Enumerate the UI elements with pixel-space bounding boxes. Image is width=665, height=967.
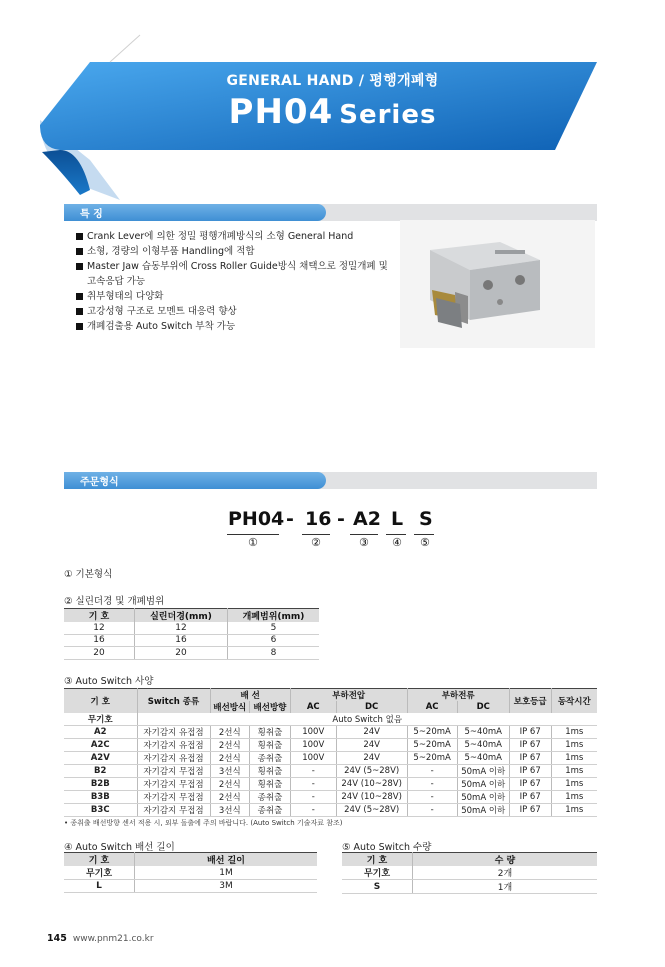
- table-cell: 자기감지 무접점: [137, 765, 210, 778]
- table-cell: 100V: [290, 739, 336, 752]
- table-row: [64, 866, 317, 880]
- table-cell: 1ms: [551, 778, 597, 791]
- col-header: 배선방향: [250, 701, 291, 713]
- feature-item: 고강성형 구조로 모멘트 대응력 향상: [76, 304, 396, 319]
- cable-length-table: [64, 852, 317, 893]
- table-cell: 50mA 이하: [457, 778, 509, 791]
- code-underline: [227, 534, 279, 535]
- table-cell: 24V: [336, 739, 407, 752]
- table-cell: -: [290, 765, 336, 778]
- table-cell: -: [407, 778, 457, 791]
- table-cell: 100V: [290, 752, 336, 765]
- order-section-title: 주문형식: [80, 477, 119, 488]
- table-cell: 1ms: [551, 726, 597, 739]
- spec4-label: ④ Auto Switch 배선 길이: [64, 842, 175, 853]
- table-cell: 2선식: [210, 791, 250, 804]
- table-cell: 5~20mA: [407, 726, 457, 739]
- table-cell: Auto Switch 없음: [137, 713, 597, 726]
- table-cell: A2C: [64, 739, 137, 752]
- table-cell: B2B: [64, 778, 137, 791]
- page-number: 145: [47, 933, 67, 944]
- table-cell: L: [64, 880, 135, 893]
- table-cell: -: [290, 791, 336, 804]
- table-cell: 8: [228, 647, 320, 660]
- col-header: 배 선: [210, 689, 290, 702]
- table-cell: 1ms: [551, 739, 597, 752]
- col-header: AC: [290, 701, 336, 713]
- table-cell: 1개: [413, 880, 598, 894]
- switch-qty-table: [342, 852, 597, 894]
- table-cell: A2: [64, 726, 137, 739]
- table-row: [64, 765, 597, 778]
- table-cell: 2선식: [210, 739, 250, 752]
- col-header: DC: [457, 701, 509, 713]
- auto-switch-table: [64, 688, 597, 817]
- auto-switch-note: • 종취출 배선방향 센서 적용 시, 외부 돌출에 주의 바랍니다. (Auto Switch 기술자료 참조): [64, 819, 343, 827]
- code-marker: ③: [359, 536, 369, 549]
- table-cell: 1M: [135, 866, 318, 880]
- code-marker: ⑤: [420, 536, 430, 549]
- table-cell: 종취출: [250, 804, 291, 817]
- table-cell: 3선식: [210, 765, 250, 778]
- code-part-series: PH04: [228, 508, 285, 530]
- table-cell: IP 67: [509, 765, 551, 778]
- table-row: [64, 634, 319, 647]
- table-row: [64, 804, 597, 817]
- table-cell: 16: [64, 634, 135, 647]
- code-dash: -: [286, 508, 294, 530]
- page-title: [0, 92, 665, 132]
- table-cell: 24V (10~28V): [336, 791, 407, 804]
- bore-table-header: 기 호: [64, 609, 135, 623]
- table-cell: 5~20mA: [407, 739, 457, 752]
- table-cell: B2: [64, 765, 137, 778]
- code-part-bore: 16: [305, 508, 332, 530]
- series-suffix: Series: [339, 100, 437, 130]
- code-marker: ①: [248, 536, 258, 549]
- table-row: [342, 866, 597, 880]
- table-cell: 자기감지 무접점: [137, 791, 210, 804]
- table-row: [64, 791, 597, 804]
- table-cell: 자기감지 유접점: [137, 739, 210, 752]
- table-cell: 3M: [135, 880, 318, 893]
- bore-table-header: 실린더경(mm): [135, 609, 228, 623]
- col-header: 기 호: [342, 853, 413, 867]
- feature-item: 취부형태의 다양화: [76, 289, 396, 304]
- code-underline: [386, 534, 406, 535]
- table-row: [342, 880, 597, 894]
- feature-item: Master Jaw 습동부위에 Cross Roller Guide방식 채택으로 정밀개폐 및 고속응답 가능: [76, 259, 396, 289]
- table-cell: IP 67: [509, 791, 551, 804]
- table-cell: IP 67: [509, 739, 551, 752]
- code-underline: [302, 534, 330, 535]
- code-part-switch: A2: [353, 508, 381, 530]
- table-row: [64, 622, 319, 634]
- spec1-label: ① 기본형식: [64, 569, 113, 580]
- table-cell: IP 67: [509, 804, 551, 817]
- table-cell: 자기감지 유접점: [137, 726, 210, 739]
- code-part-qty: S: [419, 508, 433, 530]
- table-cell: 자기감지 무접점: [137, 778, 210, 791]
- table-row: [64, 739, 597, 752]
- feature-item: Crank Lever에 의한 정밀 평행개폐방식의 소형 General Hand: [76, 229, 396, 244]
- table-cell: -: [407, 804, 457, 817]
- table-cell: 무기호: [64, 866, 135, 880]
- table-row: [64, 880, 317, 893]
- series-code: PH04: [228, 92, 334, 132]
- table-cell: 16: [135, 634, 228, 647]
- code-marker: ②: [311, 536, 321, 549]
- code-underline: [414, 534, 434, 535]
- table-cell: 24V: [336, 726, 407, 739]
- table-cell: 자기감지 유접점: [137, 752, 210, 765]
- table-row: [64, 778, 597, 791]
- features-list: [76, 229, 396, 334]
- table-cell: 12: [64, 622, 135, 634]
- footer: [47, 933, 154, 944]
- table-cell: 종취출: [250, 752, 291, 765]
- table-cell: 1ms: [551, 752, 597, 765]
- table-cell: 5~40mA: [457, 739, 509, 752]
- table-cell: 24V (10~28V): [336, 778, 407, 791]
- table-row: [64, 752, 597, 765]
- table-cell: 횡취출: [250, 739, 291, 752]
- table-row: [64, 647, 319, 660]
- table-cell: 24V: [336, 752, 407, 765]
- bore-table: [64, 608, 319, 660]
- table-cell: IP 67: [509, 778, 551, 791]
- col-header: 기 호: [64, 853, 135, 867]
- table-cell: 5~40mA: [457, 726, 509, 739]
- col-header: Switch 종류: [137, 689, 210, 714]
- table-cell: IP 67: [509, 726, 551, 739]
- table-row: [64, 726, 597, 739]
- table-cell: 횡취출: [250, 726, 291, 739]
- feature-item: 개폐검출용 Auto Switch 부착 가능: [76, 319, 396, 334]
- col-header: 보호등급: [509, 689, 551, 714]
- table-cell: 무기호: [342, 866, 413, 880]
- table-cell: -: [290, 804, 336, 817]
- table-cell: 12: [135, 622, 228, 634]
- table-cell: 종취출: [250, 791, 291, 804]
- table-cell: 1ms: [551, 804, 597, 817]
- table-cell: S: [342, 880, 413, 894]
- table-cell: 50mA 이하: [457, 791, 509, 804]
- code-marker: ④: [392, 536, 402, 549]
- table-cell: 5~20mA: [407, 752, 457, 765]
- table-cell: 2선식: [210, 726, 250, 739]
- spec3-label: ③ Auto Switch 사양: [64, 676, 154, 687]
- table-cell: 무기호: [64, 713, 137, 726]
- table-cell: -: [290, 778, 336, 791]
- table-cell: -: [407, 765, 457, 778]
- col-header: 기 호: [64, 689, 137, 714]
- bore-table-header: 개폐범위(mm): [228, 609, 320, 623]
- product-photo: [400, 220, 595, 348]
- table-cell: 24V (5~28V): [336, 804, 407, 817]
- spec2-label: ② 실린더경 및 개폐범위: [64, 596, 165, 607]
- col-header: 동작시간: [551, 689, 597, 714]
- table-cell: 2선식: [210, 778, 250, 791]
- table-cell: 50mA 이하: [457, 765, 509, 778]
- col-header: 부하전류: [407, 689, 509, 702]
- code-part-length: L: [391, 508, 404, 530]
- table-cell: 1ms: [551, 765, 597, 778]
- table-cell: A2V: [64, 752, 137, 765]
- table-cell: 1ms: [551, 791, 597, 804]
- features-section-title: 특 징: [80, 209, 103, 220]
- feature-item: 소형, 경량의 이형부품 Handling에 적합: [76, 244, 396, 259]
- table-row: [64, 713, 597, 726]
- col-header: 배선 길이: [135, 853, 318, 867]
- code-dash: -: [337, 508, 345, 530]
- table-cell: 6: [228, 634, 320, 647]
- table-cell: IP 67: [509, 752, 551, 765]
- col-header: 배선방식: [210, 701, 250, 713]
- table-cell: 5~40mA: [457, 752, 509, 765]
- table-cell: 횡취출: [250, 778, 291, 791]
- table-cell: 횡취출: [250, 765, 291, 778]
- table-cell: 20: [64, 647, 135, 660]
- table-cell: 2선식: [210, 752, 250, 765]
- table-cell: 20: [135, 647, 228, 660]
- header-subtitle: GENERAL HAND / 평행개폐형: [226, 73, 439, 89]
- features-section-bar: [64, 204, 597, 221]
- table-cell: 자기감지 무접점: [137, 804, 210, 817]
- table-cell: 3선식: [210, 804, 250, 817]
- col-header: AC: [407, 701, 457, 713]
- col-header: DC: [336, 701, 407, 713]
- table-cell: -: [407, 791, 457, 804]
- col-header: 수 량: [413, 853, 598, 867]
- order-section-bar: [64, 472, 597, 489]
- footer-url: www.pnm21.co.kr: [72, 934, 154, 944]
- col-header: 부하전압: [290, 689, 407, 702]
- table-cell: 2개: [413, 866, 598, 880]
- table-cell: 50mA 이하: [457, 804, 509, 817]
- table-cell: B3B: [64, 791, 137, 804]
- table-cell: B3C: [64, 804, 137, 817]
- table-cell: 5: [228, 622, 320, 634]
- spec5-label: ⑤ Auto Switch 수량: [342, 842, 432, 853]
- table-cell: 100V: [290, 726, 336, 739]
- code-underline: [350, 534, 378, 535]
- table-cell: 24V (5~28V): [336, 765, 407, 778]
